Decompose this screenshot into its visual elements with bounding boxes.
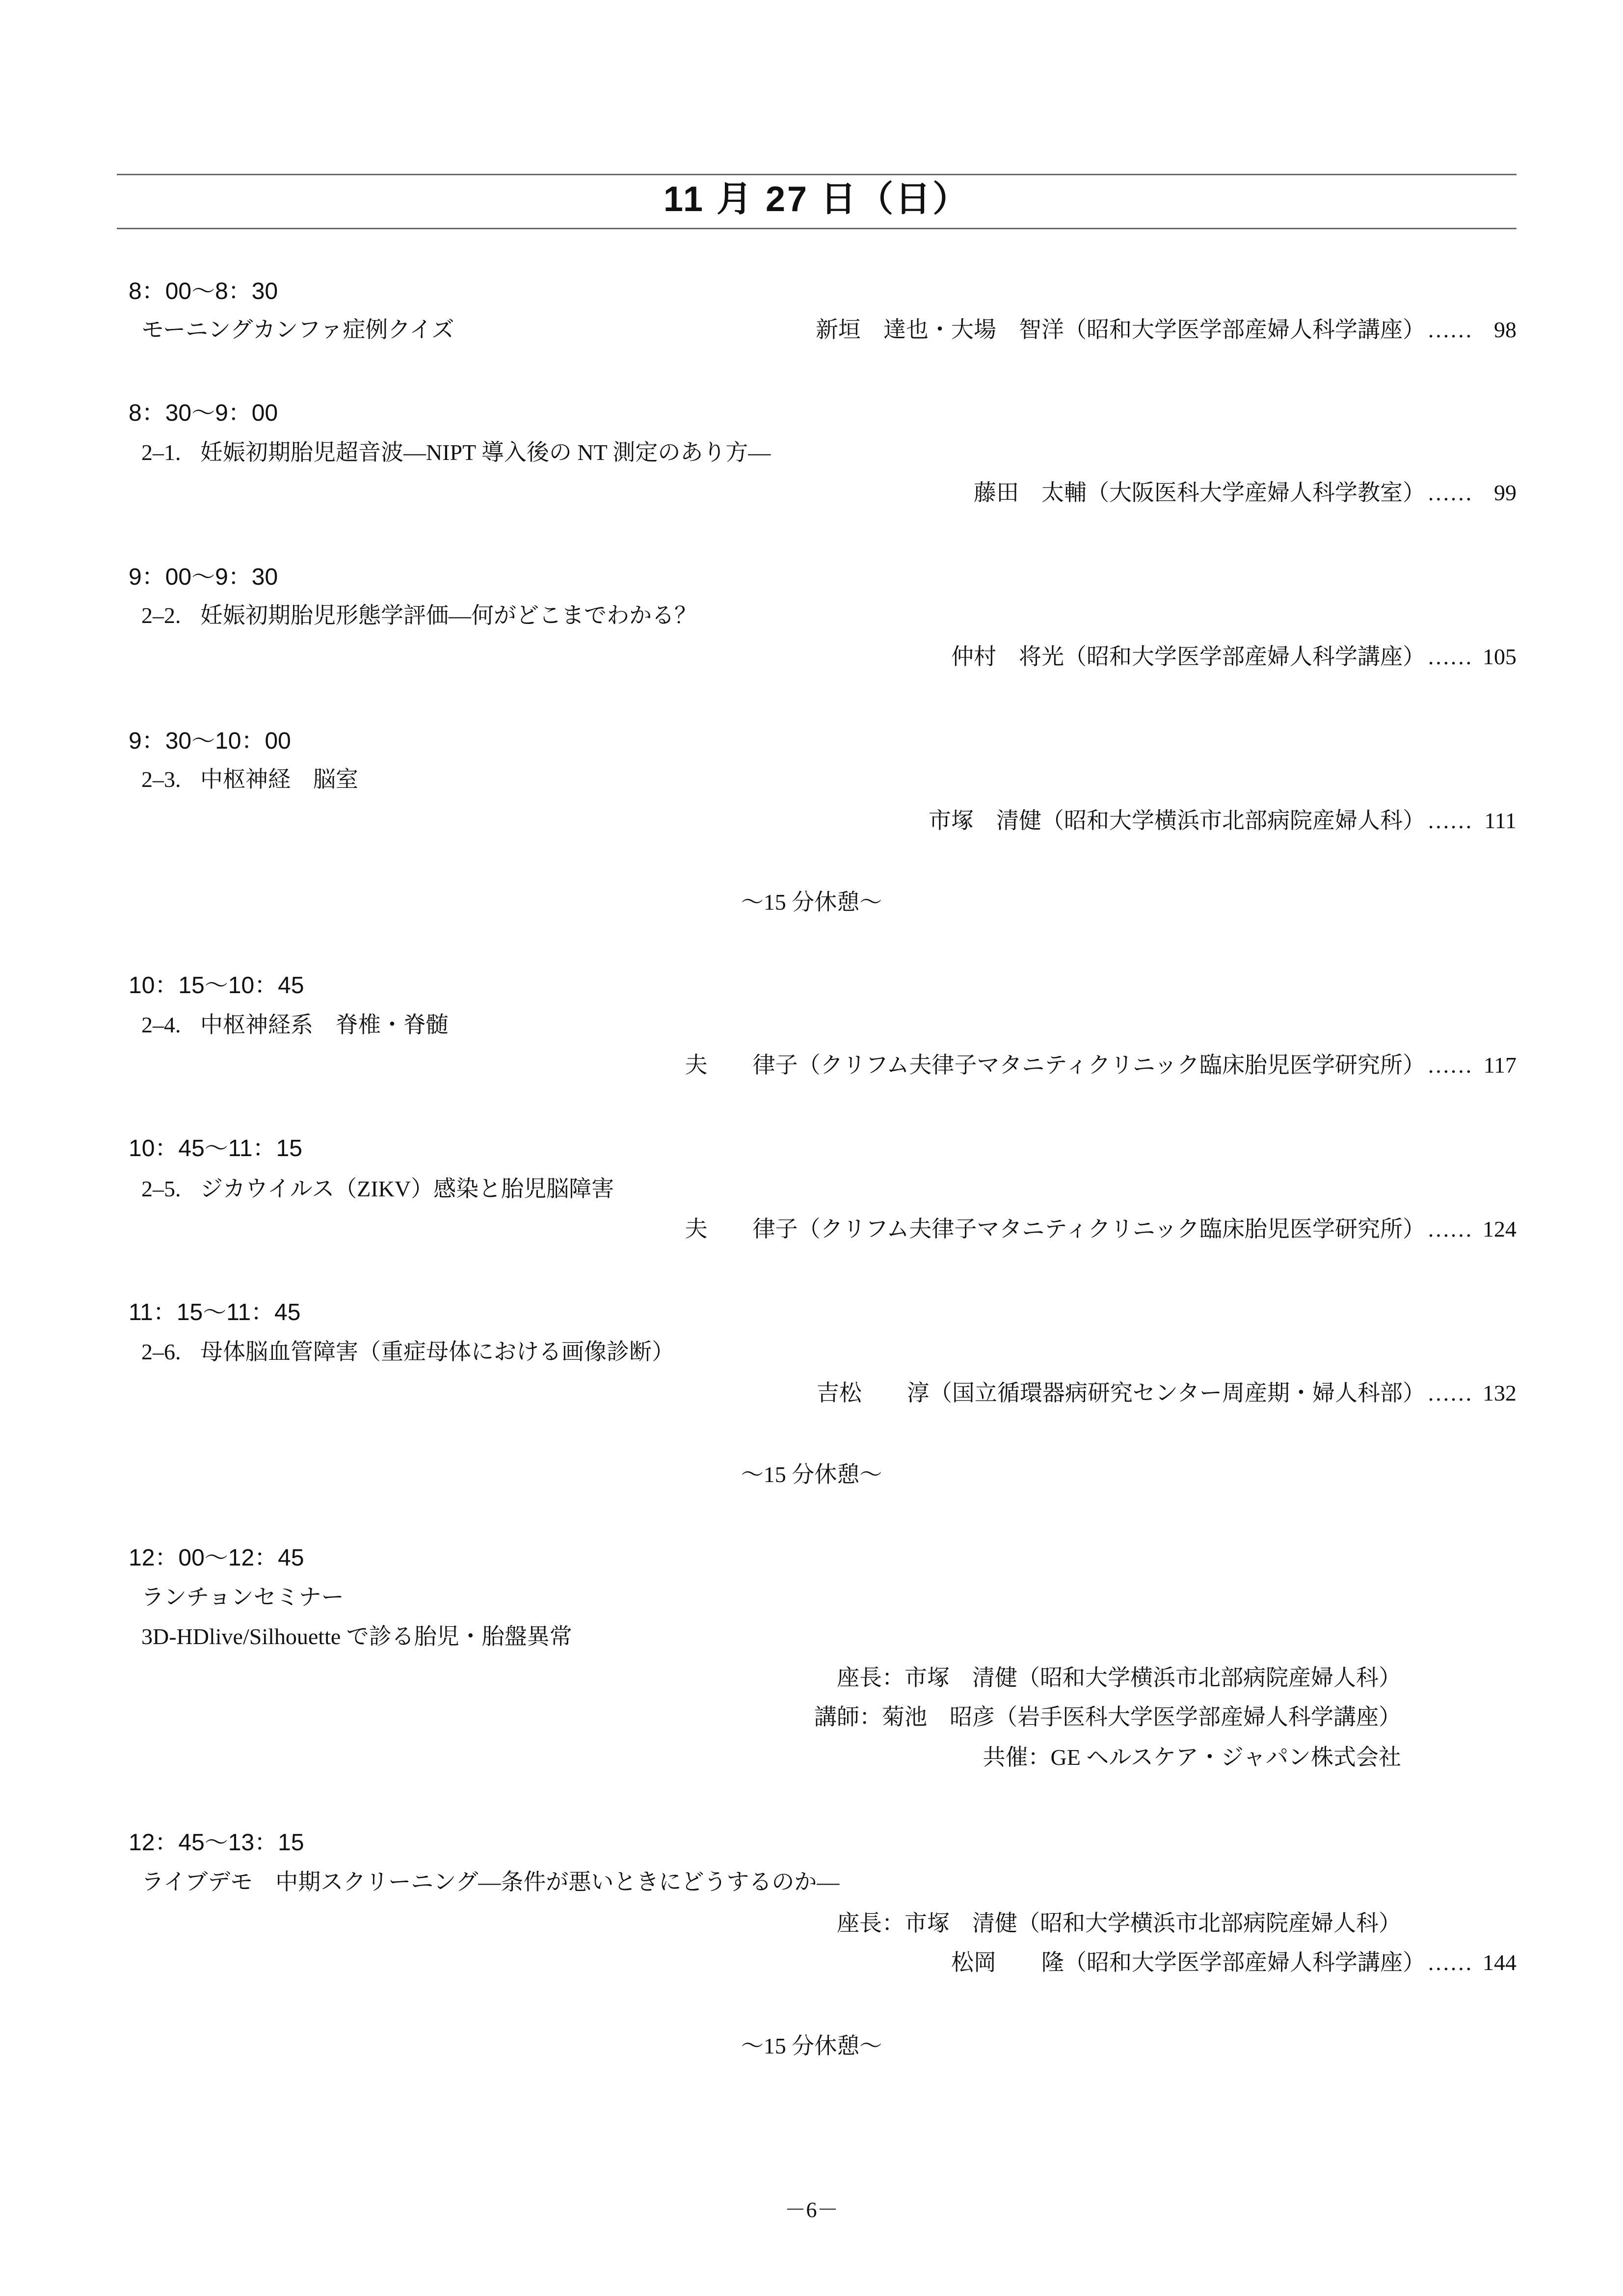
session-author: [685, 1050, 1517, 1081]
title-bottom-rule: [117, 228, 1517, 229]
author-name: 市塚 清健（昭和大学横浜市北部病院産婦人科）: [929, 808, 1425, 833]
session-time: 9：00〜9：30: [129, 564, 278, 590]
page-ref: 98: [1494, 317, 1517, 342]
leader-dots: ……: [1427, 644, 1472, 669]
session-talk: [141, 437, 771, 468]
session-time: 11：15〜11：45: [129, 1299, 301, 1325]
talk-number: 2–2.: [141, 603, 181, 628]
session-author: [951, 641, 1517, 673]
session-time: 8：00〜8：30: [129, 278, 278, 304]
talk-title: ジカウイルス（ZIKV）感染と胎児脳障害: [200, 1176, 614, 1201]
session-time: 12：45〜13：15: [129, 1830, 304, 1856]
leader-dots: ……: [1427, 808, 1472, 833]
talk-number: 2–5.: [141, 1176, 181, 1201]
session-talk: [141, 764, 358, 795]
break-notice: 〜15 分休憩〜: [741, 2033, 882, 2058]
leader-dots: ……: [1427, 1053, 1472, 1078]
session-time: 8：30〜9：00: [129, 400, 278, 426]
leader-dots: ……: [1427, 317, 1472, 342]
chair-line: 座長：市塚 清健（昭和大学横浜市北部病院産婦人科）: [837, 1911, 1401, 1936]
session-talk: [141, 600, 697, 631]
session-author: [685, 1214, 1517, 1245]
page-ref: 144: [1483, 1950, 1517, 1975]
author-name: 夫 律子（クリフム夫律子マタニティクリニック臨床胎児医学研究所）: [685, 1216, 1425, 1242]
author-name: 藤田 太輔（大阪医科大学産婦人科学教室）: [974, 480, 1425, 505]
break-notice: 〜15 分休憩〜: [741, 1462, 882, 1487]
talk-number: 2–1.: [141, 440, 181, 465]
session-author: [951, 1947, 1517, 1978]
session-author: [929, 805, 1517, 837]
leader-dots: ……: [1427, 1950, 1472, 1975]
talk-title: 妊娠初期胎児形態学評価―何がどこまでわかる？: [200, 603, 697, 628]
talk-number: 2–6.: [141, 1339, 181, 1364]
chair-line: 座長：市塚 清健（昭和大学横浜市北部病院産婦人科）: [837, 1665, 1401, 1690]
author-name: 松岡 隆（昭和大学医学部産婦人科学講座）: [951, 1950, 1425, 1975]
talk-number: 2–3.: [141, 767, 181, 792]
session-talk: [141, 1173, 614, 1205]
session-title: モーニングカンファ症例クイズ: [141, 317, 454, 342]
page-ref: 105: [1483, 644, 1517, 669]
page-title: 11 月 27 日（日）: [663, 180, 970, 219]
author-name: 仲村 将光（昭和大学医学部産婦人科学講座）: [951, 644, 1425, 669]
seminar-label: ランチョンセミナー: [141, 1585, 344, 1610]
leader-dots: ……: [1427, 1380, 1472, 1405]
talk-title: 母体脳血管障害（重症母体における画像診断）: [200, 1339, 674, 1364]
session-author: [817, 1378, 1517, 1409]
break-notice: 〜15 分休憩〜: [741, 890, 882, 915]
session-author: [816, 314, 1517, 346]
talk-title: 妊娠初期胎児超音波―NIPT 導入後の NT 測定のあり方―: [200, 440, 771, 465]
sponsor-line: 共催：GE ヘルスケア・ジャパン株式会社: [983, 1745, 1401, 1770]
page-ref: 117: [1483, 1053, 1517, 1078]
page-ref: 111: [1484, 808, 1517, 833]
session-time: 9：30〜10：00: [129, 728, 291, 754]
author-name: 吉松 淳（国立循環器病研究センター周産期・婦人科部）: [816, 1380, 1425, 1405]
session-time: 10：15〜10：45: [129, 972, 304, 999]
lecturer-line: 講師：菊池 昭彦（岩手医科大学医学部産婦人科学講座）: [814, 1704, 1401, 1729]
session-author: [974, 477, 1517, 509]
page-ref: 99: [1494, 480, 1517, 505]
session-time: 12：00〜12：45: [129, 1545, 304, 1571]
talk-title: 中枢神経系 脊椎・脊髄: [200, 1012, 449, 1037]
session-time: 10：45〜11：15: [129, 1135, 303, 1162]
author-name: 夫 律子（クリフム夫律子マタニティクリニック臨床胎児医学研究所）: [685, 1053, 1425, 1078]
session-talk: [141, 1336, 674, 1368]
leader-dots: ……: [1427, 1216, 1472, 1242]
page-number: －6－: [784, 2198, 839, 2222]
page-ref: 124: [1483, 1216, 1517, 1242]
page-ref: 132: [1483, 1380, 1517, 1405]
talk-number: 2–4.: [141, 1012, 181, 1037]
leader-dots: ……: [1427, 480, 1472, 505]
seminar-title: 3D-HDlive/Silhouette で診る胎児・胎盤異常: [141, 1624, 572, 1649]
session-talk: [141, 1009, 449, 1041]
session-title: ライブデモ 中期スクリーニング―条件が悪いときにどうするのか―: [141, 1869, 840, 1894]
talk-title: 中枢神経 脳室: [200, 767, 358, 792]
author-name: 新垣 達也・大場 智洋（昭和大学医学部産婦人科学講座）: [816, 317, 1425, 342]
